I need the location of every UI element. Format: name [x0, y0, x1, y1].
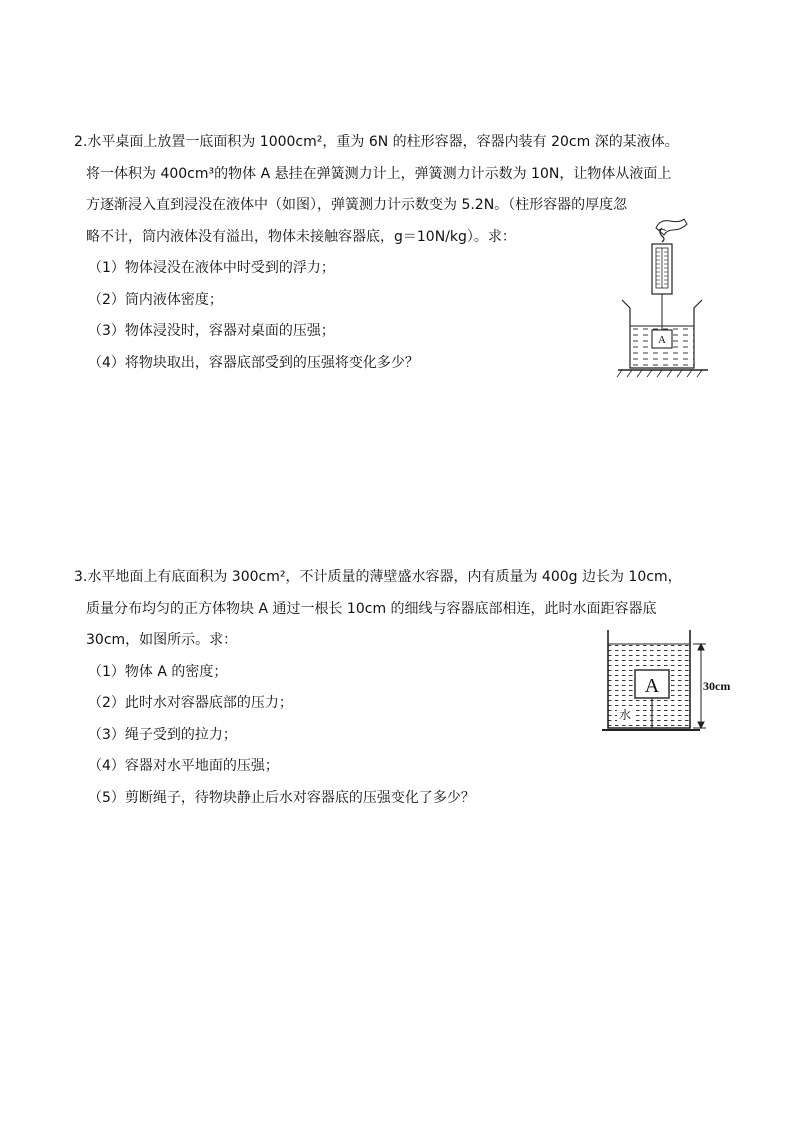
problem-3-question-3: （3）绳子受到的拉力；	[88, 726, 237, 743]
water-container-figure	[600, 628, 766, 736]
problem-2-question-2: （2）筒内液体密度；	[88, 291, 223, 308]
spring-scale-figure	[612, 218, 718, 382]
block-a-label: A	[658, 334, 666, 346]
problem-2-line-2: 将一体积为 400cm³的物体 A 悬挂在弹簧测力计上，弹簧测力计示数为 10N，让物体从液面上	[86, 165, 672, 182]
block-a-label: A	[644, 675, 660, 697]
problem-2-question-4: （4）将物块取出，容器底部受到的压强将变化多少？	[88, 354, 419, 371]
problem-3-question-2: （2）此时水对容器底部的压力；	[88, 695, 293, 711]
depth-label: 30cm	[703, 679, 731, 693]
problem-3-question-4: （4）容器对水平地面的压强；	[88, 758, 279, 774]
spring-scale	[652, 244, 672, 294]
table-ground	[617, 370, 708, 377]
problem-3-question-1: （1）物体 A 的密度；	[88, 663, 228, 680]
problem-3-line-3: 30cm，如图所示。求：	[86, 632, 238, 648]
problem-2-line-3: 方逐渐浸入直到浸没在液体中（如图），弹簧测力计示数变为 5.2N。（柱形容器的厚度忽	[86, 197, 628, 213]
problem-3-question-5: （5）剪断绳子，待物块静止后水对容器底的压强变化了多少？	[88, 789, 475, 806]
water-label: 水	[618, 708, 632, 722]
problem-2-line-4: 略不计，筒内液体没有溢出，物体未接触容器底，g＝10N/kg）。求：	[86, 228, 516, 245]
problem-3-line-1: 3.水平地面上有底面积为 300cm²，不计质量的薄壁盛水容器，内有质量为 400g 边长为 10cm，	[74, 569, 682, 585]
problem-2-question-3: （3）物体浸没时，容器对桌面的压强；	[88, 323, 335, 339]
problem-3-line-2: 质量分布均匀的正方体物块 A 通过一根长 10cm 的细线与容器底部相连，此时水面距容器底	[86, 600, 657, 617]
problem-2-question-1: （1）物体浸没在液体中时受到的浮力；	[88, 260, 335, 276]
problem-2-line-1: 2.水平桌面上放置一底面积为 1000cm²，重为 6N 的柱形容器，容器内装有 20cm 深的某液体。	[74, 134, 679, 150]
